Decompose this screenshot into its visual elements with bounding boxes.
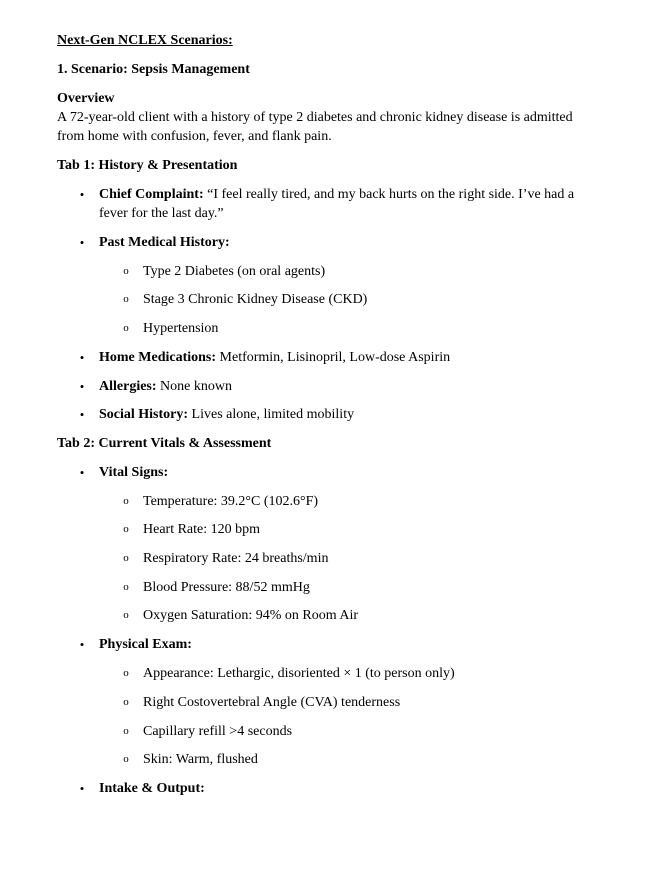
bullet-circle-icon: o bbox=[123, 609, 129, 621]
social-history-line bbox=[99, 406, 354, 423]
bullet-disc-icon: • bbox=[79, 407, 85, 422]
chief-complaint-text: “I feel really tired, and my back hurts on the right side. I’ve had a bbox=[203, 187, 575, 202]
vital-sign-temperature: Temperature: 39.2°C (102.6°F) bbox=[143, 494, 319, 509]
bullet-circle-icon: o bbox=[123, 753, 129, 765]
chief-complaint-line-2: fever for the last day.” bbox=[99, 206, 224, 221]
bullet-circle-icon: o bbox=[123, 265, 129, 277]
tab1-heading: Tab 1: History & Presentation bbox=[57, 158, 238, 173]
bullet-disc-icon: • bbox=[79, 781, 85, 796]
bullet-circle-icon: o bbox=[123, 322, 129, 334]
intake-output-label: Intake & Output: bbox=[99, 781, 205, 796]
bullet-disc-icon: • bbox=[79, 637, 85, 652]
allergies-text: None known bbox=[156, 379, 232, 394]
exam-finding-skin: Skin: Warm, flushed bbox=[143, 752, 258, 767]
document-title: Next-Gen NCLEX Scenarios: bbox=[57, 33, 233, 48]
bullet-disc-icon: • bbox=[79, 379, 85, 394]
bullet-disc-icon: • bbox=[79, 187, 85, 202]
exam-finding-capillary-refill: Capillary refill >4 seconds bbox=[143, 724, 293, 739]
overview-heading: Overview bbox=[57, 91, 115, 106]
bullet-disc-icon: • bbox=[79, 350, 85, 365]
scenario-heading: 1. Scenario: Sepsis Management bbox=[57, 62, 250, 77]
allergies-line bbox=[99, 378, 232, 395]
social-history-label: Social History: bbox=[99, 407, 189, 422]
bullet-circle-icon: o bbox=[123, 495, 129, 507]
chief-complaint-line-1 bbox=[99, 186, 574, 203]
allergies-label: Allergies: bbox=[99, 379, 157, 394]
bullet-circle-icon: o bbox=[123, 696, 129, 708]
bullet-circle-icon: o bbox=[123, 293, 129, 305]
sub-list-item: Type 2 Diabetes (on oral agents) bbox=[143, 264, 326, 279]
bullet-circle-icon: o bbox=[123, 667, 129, 679]
bullet-circle-icon: o bbox=[123, 725, 129, 737]
physical-exam-label: Physical Exam: bbox=[99, 637, 192, 652]
sub-list-item: Stage 3 Chronic Kidney Disease (CKD) bbox=[143, 292, 368, 307]
overview-text-line-2: from home with confusion, fever, and flank pain. bbox=[57, 129, 332, 144]
bullet-circle-icon: o bbox=[123, 581, 129, 593]
exam-finding-appearance: Appearance: Lethargic, disoriented × 1 (to person only) bbox=[143, 666, 455, 681]
home-medications-text: Metformin, Lisinopril, Low-dose Aspirin bbox=[216, 350, 451, 365]
bullet-circle-icon: o bbox=[123, 523, 129, 535]
overview-text-line-1: A 72-year-old client with a history of type 2 diabetes and chronic kidney disease is admitted bbox=[57, 110, 573, 125]
sub-list-item: Hypertension bbox=[143, 321, 219, 336]
exam-finding-cva: Right Costovertebral Angle (CVA) tenderness bbox=[143, 695, 401, 710]
vital-sign-respiratory-rate: Respiratory Rate: 24 breaths/min bbox=[143, 551, 329, 566]
vital-sign-oxygen-saturation: Oxygen Saturation: 94% on Room Air bbox=[143, 608, 359, 623]
social-history-text: Lives alone, limited mobility bbox=[188, 407, 355, 422]
tab2-heading: Tab 2: Current Vitals & Assessment bbox=[57, 436, 272, 451]
vital-signs-label: Vital Signs: bbox=[99, 465, 169, 480]
bullet-circle-icon: o bbox=[123, 552, 129, 564]
vital-sign-blood-pressure: Blood Pressure: 88/52 mmHg bbox=[143, 580, 310, 595]
chief-complaint-label: Chief Complaint: bbox=[99, 187, 204, 202]
vital-sign-heart-rate: Heart Rate: 120 bpm bbox=[143, 522, 261, 537]
home-medications-label: Home Medications: bbox=[99, 350, 217, 365]
bullet-disc-icon: • bbox=[79, 235, 85, 250]
past-medical-history-label: Past Medical History: bbox=[99, 235, 230, 250]
bullet-disc-icon: • bbox=[79, 465, 85, 480]
home-medications-line bbox=[99, 349, 450, 366]
